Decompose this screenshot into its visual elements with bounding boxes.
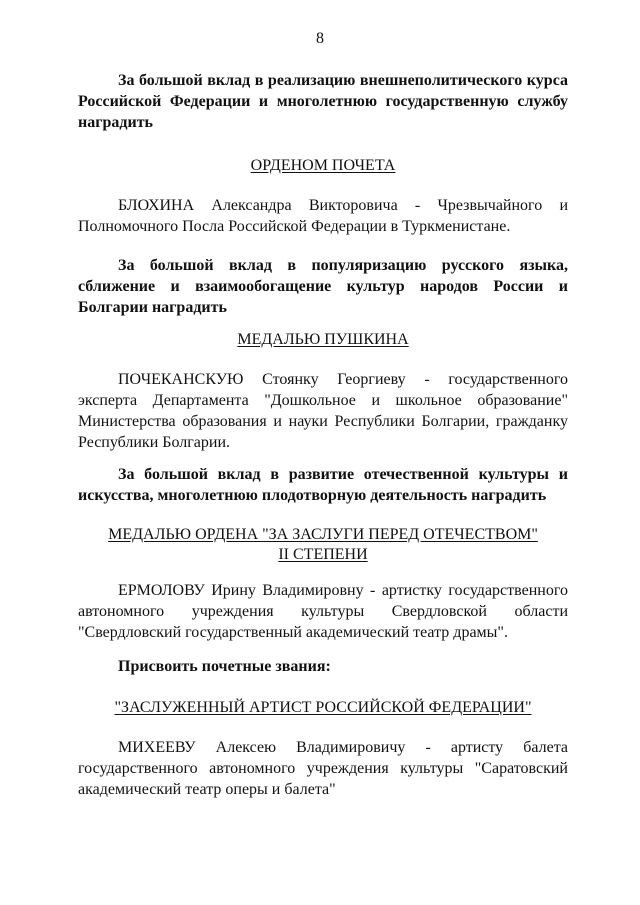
section-1-recipient: БЛОХИНА Александра Викторовича - Чрезвычайного и Полномочного Посла Российской Федерации в Туркменистане. <box>78 197 568 235</box>
page-number: 8 <box>316 30 324 47</box>
section-4-preamble: Присвоить почетные звания: <box>118 658 331 675</box>
section-2-award-title: МЕДАЛЬЮ ПУШКИНА <box>237 331 409 348</box>
section-1-award-title: ОРДЕНОМ ПОЧЕТА <box>250 157 396 174</box>
section-3-preamble: За большой вклад в развитие отечественной культуры и искусства, многолетнюю плодотворную деятельность наградить <box>78 466 568 504</box>
section-3-recipient: ЕРМОЛОВУ Ирину Владимировну - артистку государственного автономного учреждения культуры Свердловской области "Свердловский государственный академический театр драмы". <box>78 582 568 641</box>
section-2-recipient: ПОЧЕКАНСКУЮ Стоянку Георгиеву - государственного эксперта Департамента "Дошкольное и школьное образование" Министерства образования и науки Республики Болгарии, гражданку Республики Болгарии. <box>78 371 568 451</box>
section-3-award-title-line2: II СТЕПЕНИ <box>278 546 368 563</box>
section-3-award-title-line1: МЕДАЛЬЮ ОРДЕНА "ЗА ЗАСЛУГИ ПЕРЕД ОТЕЧЕСТВОМ" <box>108 526 538 543</box>
section-4-award-title: "ЗАСЛУЖЕННЫЙ АРТИСТ РОССИЙСКОЙ ФЕДЕРАЦИИ" <box>114 699 532 716</box>
section-1-preamble: За большой вклад в реализацию внешнеполитического курса Российской Федерации и многолетнюю государственную службу наградить <box>78 72 568 131</box>
section-2-preamble: За большой вклад в популяризацию русского языка, сближение и взаимообогащение культур народов России и Болгарии наградить <box>78 257 568 316</box>
section-4-recipient: МИХЕЕВУ Алексею Владимировичу - артисту балета государственного автономного учреждения культуры "Саратовский академический театр оперы и балета" <box>78 739 568 798</box>
